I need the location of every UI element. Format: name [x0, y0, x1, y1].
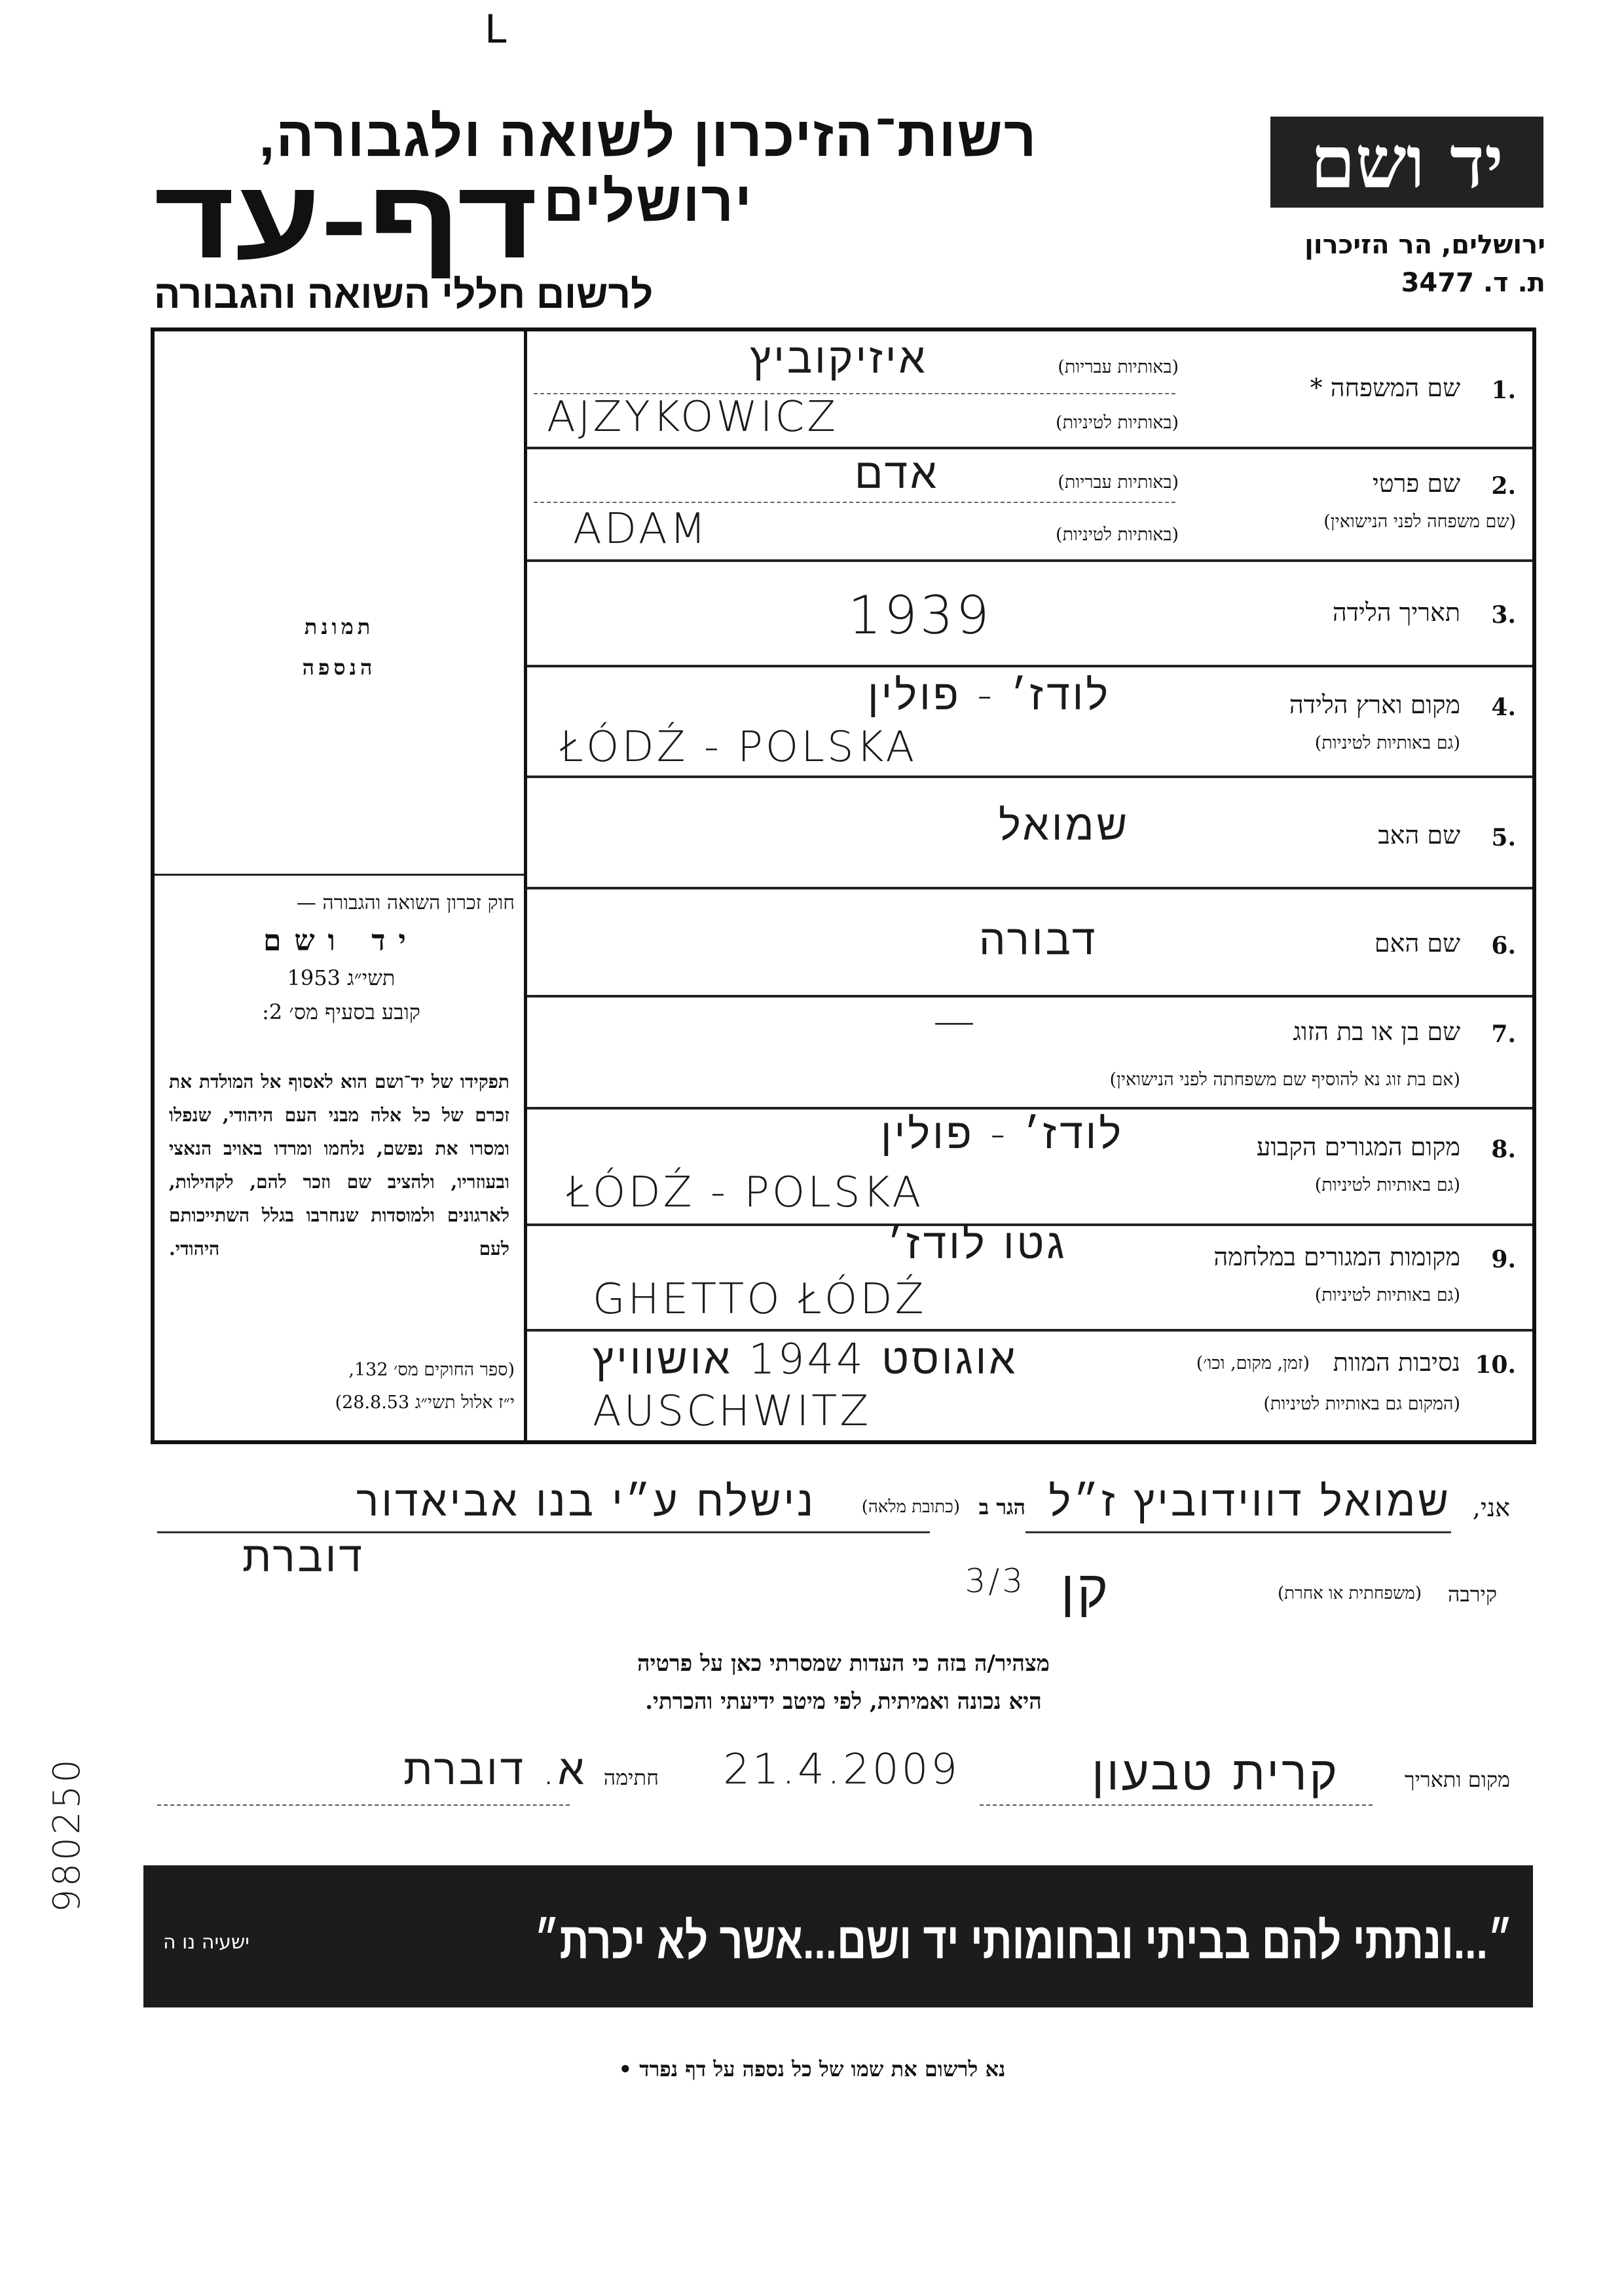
- field-label: שם האב: [1378, 821, 1460, 849]
- field-number: 2.: [1491, 472, 1516, 500]
- law-text: תפקידו של יד־ושם הוא לאסוף אל המולדת את זכרם של כל אלה מבני העם היהודי, שנפלו ומסרו את נפשם, נלחמו ומרדו באויב הנאצי ובעוזריו, ולהציב שם וזכר להם, לקהילות, לארגונים ולמוסדות שנחרבו בגלל השתייכותם לעם היהודי.: [169, 1071, 509, 1259]
- statement-line-2: היא נכונה ואמיתית, לפי מיטב ידיעתי והכרתי.: [645, 1689, 1042, 1715]
- field-label: שם בן או בת הזוג: [1293, 1017, 1460, 1046]
- banner-quote: ״...ונתתי להם בביתי ובחומותי יד ושם...אשר לא יכרת״: [534, 1912, 1513, 1969]
- yad-vashem-logo: יד ושם: [1270, 117, 1543, 208]
- field-mother-name: [527, 889, 1532, 998]
- death-circumstances-hebrew[interactable]: אוגוסט 1944 אושוויץ: [593, 1335, 1018, 1384]
- field-birth-date: [527, 562, 1532, 667]
- note-hebrew: (באותיות עבריות): [1058, 472, 1179, 493]
- family-name-latin[interactable]: AJZYKOWICZ: [547, 393, 839, 441]
- father-name-value[interactable]: שמואל: [999, 802, 1130, 850]
- field-number: 5.: [1491, 824, 1516, 851]
- field-first-name: [527, 449, 1532, 562]
- field-wartime-residence: [527, 1220, 1532, 1332]
- field-label: תאריך הלידה: [1332, 598, 1460, 627]
- note-latin: (באותיות לטיניות): [1056, 413, 1179, 433]
- side-file-number: 980250: [46, 1757, 88, 1912]
- photo-label-1: תמונת: [304, 614, 375, 639]
- law-reference-1: (ספר החוקים מס׳ 132,: [348, 1360, 515, 1380]
- spouse-name-value[interactable]: —: [933, 998, 978, 1046]
- field-circumstances-of-death: [527, 1332, 1532, 1440]
- place-value[interactable]: קרית טבעון: [1092, 1745, 1340, 1801]
- footer-note: נא לרשום את שמו של כל נספה על דף נפרד •: [618, 2057, 1006, 2081]
- dashed-line: [534, 502, 1175, 503]
- field-number: 4.: [1491, 694, 1516, 721]
- date-value[interactable]: 21.4.2009: [723, 1745, 960, 1794]
- footer-note-text: נא לרשום את שמו של כל נספה על דף נפרד: [639, 2057, 1006, 2081]
- note-latin: (באותיות לטיניות): [1056, 525, 1179, 545]
- address-block: [1304, 226, 1545, 302]
- underline: [157, 1804, 570, 1806]
- field-label: נסיבות המוות: [1333, 1348, 1460, 1377]
- underline: [1025, 1531, 1451, 1533]
- declaration: [151, 1447, 1536, 1860]
- statement-line-1: מצהיר/ה בזה כי העדות שמסרתי כאן על פרטיה: [637, 1651, 1050, 1677]
- photo-label-2: הנספה: [302, 655, 377, 680]
- death-place-latin[interactable]: AUSCHWITZ: [593, 1387, 872, 1436]
- field-father-name: [527, 778, 1532, 889]
- field-label: מקומות המגורים במלחמה: [1213, 1242, 1460, 1271]
- field-sublabel: (אם בת זוג נא להוסיף שם משפחתה לפני הנישואין): [1109, 1070, 1460, 1090]
- law-clause: קובע בסעיף מס׳ 2:: [262, 999, 420, 1024]
- wartime-residence-hebrew[interactable]: גטו לודז׳: [887, 1220, 1067, 1269]
- left-panel: [155, 331, 524, 1440]
- kinship-extra: 3/3: [965, 1562, 1025, 1600]
- underline: [980, 1804, 1373, 1806]
- field-number: 8.: [1491, 1136, 1516, 1163]
- place-date-label: מקום ותאריך: [1404, 1767, 1510, 1792]
- field-label: מקום המגורים הקבוע: [1256, 1132, 1460, 1161]
- page-title: דף-עד: [154, 157, 538, 282]
- family-name-hebrew[interactable]: איזיקוביץ: [750, 335, 928, 383]
- birth-date-value[interactable]: 1939: [848, 585, 992, 646]
- birth-place-latin[interactable]: ŁÓDŹ - POLSKA: [560, 723, 917, 772]
- field-spouse-name: [527, 998, 1532, 1110]
- field-permanent-residence: [527, 1110, 1532, 1226]
- field-sublabel: (המקום גם באותיות לטיניות): [1263, 1394, 1460, 1414]
- residence-hebrew[interactable]: לודז׳ - פולין: [881, 1110, 1124, 1159]
- quote-banner: [143, 1865, 1533, 2007]
- law-year: תשי״ג 1953: [287, 965, 396, 990]
- field-number: 9.: [1491, 1246, 1516, 1273]
- kinship-value[interactable]: קן: [1061, 1559, 1111, 1620]
- resident-label: הגר ב: [978, 1495, 1025, 1520]
- field-number: 1.: [1491, 377, 1516, 404]
- kinship-label: קירבה: [1447, 1582, 1497, 1607]
- page-subtitle: לרשום חללי השואה והגבורה: [154, 272, 654, 316]
- first-name-latin[interactable]: ADAM: [573, 505, 709, 553]
- birth-place-hebrew[interactable]: לודז׳ - פולין: [868, 671, 1111, 720]
- signature-label: חתימה: [603, 1765, 659, 1790]
- field-label: מקום וארץ הלידה: [1289, 690, 1460, 719]
- field-label: שם פרטי: [1372, 469, 1460, 498]
- field-label: שם המשפחה *: [1310, 373, 1460, 402]
- address: ירושלים, הר הזיכרון: [1304, 230, 1545, 260]
- field-sublabel: (שם משפחה לפני הנישואין): [1323, 512, 1516, 532]
- note-hebrew: (באותיות עבריות): [1058, 357, 1179, 377]
- address-continued[interactable]: דוברת: [242, 1533, 365, 1582]
- field-label-note: (זמן, מקום, וכו׳): [1196, 1353, 1310, 1373]
- kinship-note: (משפחתית או אחרת): [1277, 1584, 1422, 1603]
- wartime-residence-latin[interactable]: GHETTO ŁÓDŹ: [593, 1275, 927, 1324]
- mother-name-value[interactable]: דבורה: [979, 916, 1098, 965]
- address-label: (כתובת מלאה): [861, 1497, 960, 1517]
- field-family-name: [527, 327, 1532, 449]
- field-sublabel: (גם באותיות לטיניות): [1314, 1285, 1460, 1305]
- field-number: 6.: [1491, 932, 1516, 960]
- corner-mark: L: [485, 7, 507, 52]
- first-name-hebrew[interactable]: אדם: [855, 450, 940, 498]
- residence-latin[interactable]: ŁÓDŹ - POLSKA: [566, 1168, 924, 1217]
- field-number: 7.: [1491, 1020, 1516, 1048]
- law-name: יד ושם: [263, 924, 419, 958]
- law-title: חוק זכרון השואה והגבורה —: [296, 891, 515, 914]
- signature[interactable]: א. דוברת: [403, 1746, 587, 1795]
- field-number: 10.: [1475, 1351, 1516, 1379]
- field-number: 3.: [1491, 601, 1516, 629]
- photo-placeholder: [155, 606, 524, 688]
- authority-heading: רשות־הזיכרון לשואה ולגבורה, ירושלים: [259, 105, 1038, 233]
- banner-source: ישעיה נו ה: [163, 1931, 249, 1954]
- field-sublabel: (גם באותיות לטיניות): [1314, 733, 1460, 753]
- i-label: אני,: [1472, 1493, 1510, 1522]
- address-value[interactable]: נישלח ע״י בנו אביאדור: [356, 1478, 816, 1526]
- field-sublabel: (גם באותיות לטיניות): [1314, 1175, 1460, 1195]
- declarant-name[interactable]: שמואל דווידוביץ ז״ל: [1048, 1478, 1451, 1526]
- po-box: ת. ד. 3477: [1401, 268, 1545, 298]
- law-reference-2: י״ז אלול תשי״ג 28.8.53): [335, 1392, 515, 1413]
- divider: [155, 874, 524, 876]
- field-label: שם האם: [1374, 929, 1460, 958]
- field-birth-place: [527, 667, 1532, 778]
